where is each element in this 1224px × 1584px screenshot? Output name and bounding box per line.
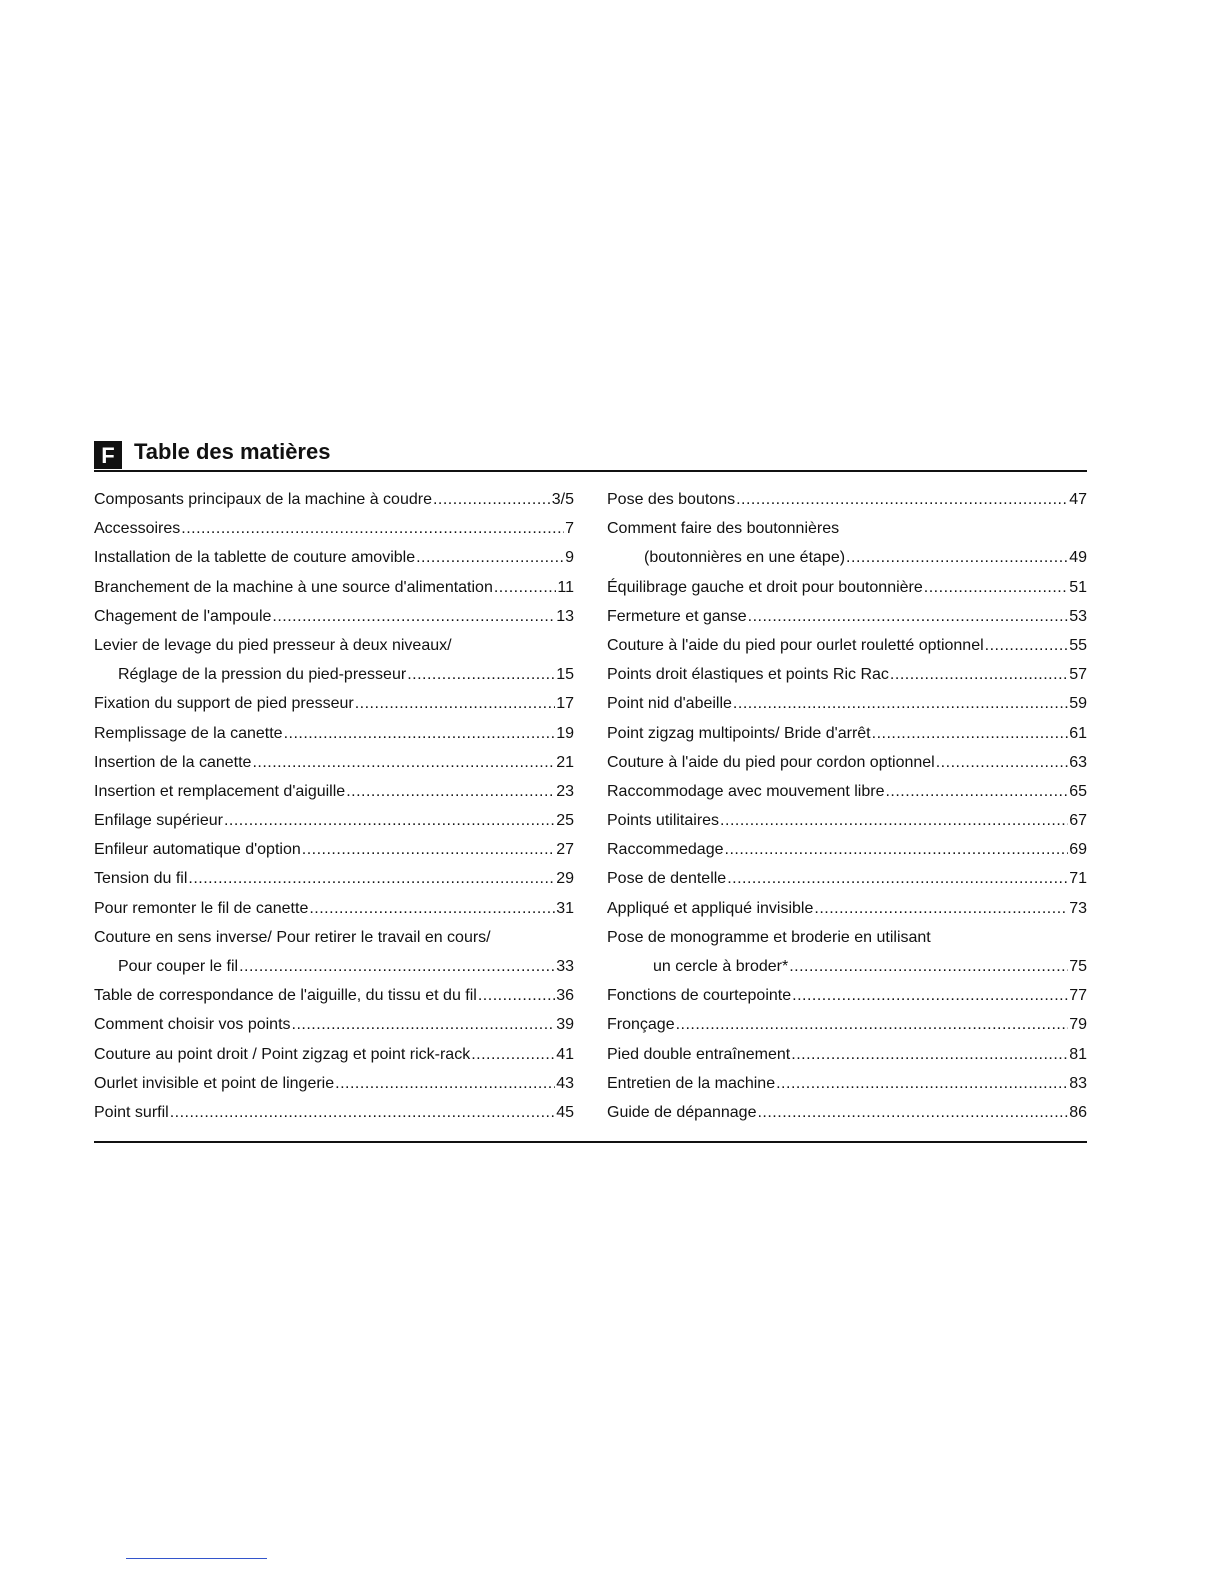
toc-column-right (607, 489, 1087, 1131)
toc-entry[interactable] (94, 489, 574, 518)
toc-page-number: 31 (556, 899, 574, 917)
toc-leader-dots (284, 723, 556, 745)
toc-page-number: 11 (557, 578, 574, 596)
toc-entry-title: Pied double entraînement (607, 1045, 791, 1063)
toc-entry[interactable] (94, 664, 574, 693)
toc-leader-dots (814, 898, 1068, 920)
toc-entry-title: Chagement de l'ampoule (94, 607, 272, 625)
toc-entry-title: Fronçage (607, 1016, 675, 1034)
toc-page-number: 23 (556, 782, 574, 800)
toc-entry-title: Accessoires (94, 520, 181, 538)
toc-entry[interactable] (607, 752, 1087, 781)
toc-entry[interactable] (607, 985, 1087, 1014)
toc-page-number: 39 (556, 1016, 574, 1034)
toc-leader-dots (252, 752, 555, 774)
toc-leader-dots (407, 664, 555, 686)
toc-entry-title: Raccommodage avec mouvement libre (607, 782, 885, 800)
toc-leader-dots (736, 489, 1068, 511)
toc-entry-title: Installation de la tablette de couture amovible (94, 549, 416, 567)
toc-entry[interactable] (607, 868, 1087, 897)
toc-entry-title: Remplissage de la canette (94, 724, 283, 742)
toc-entry[interactable] (94, 547, 574, 576)
page-title: Table des matières (134, 439, 331, 464)
toc-entry[interactable] (607, 956, 1087, 985)
toc-entry[interactable] (94, 781, 574, 810)
toc-leader-dots (478, 985, 555, 1007)
toc-entry[interactable] (607, 693, 1087, 722)
toc-entry[interactable] (607, 781, 1087, 810)
toc-leader-dots (292, 1014, 556, 1036)
toc-leader-dots (346, 781, 555, 803)
bottom-rule (126, 1558, 267, 1559)
toc-leader-dots (757, 1102, 1068, 1124)
toc-leader-dots (985, 635, 1069, 657)
toc-entry-title: Pour couper le fil (118, 958, 239, 975)
toc-page-number: 29 (556, 870, 574, 888)
toc-entry[interactable] (607, 839, 1087, 868)
toc-entry-title: Branchement de la machine à une source d'alimentation (94, 578, 493, 596)
toc-entry-title: Pour remonter le fil de canette (94, 899, 309, 917)
toc-page-number: 9 (565, 549, 574, 567)
toc-entry-title: Ourlet invisible et point de lingerie (94, 1074, 335, 1092)
toc-page-number: 61 (1069, 724, 1087, 742)
toc-leader-dots (872, 723, 1069, 745)
toc-page-number: 86 (1069, 1103, 1087, 1121)
table-of-contents (94, 436, 1087, 1143)
toc-leader-dots (302, 839, 555, 861)
toc-entry-title: Comment faire des boutonnières (607, 520, 840, 538)
toc-leader-dots (789, 956, 1068, 978)
toc-page-number: 45 (556, 1103, 574, 1121)
toc-entry-title: Point zigzag multipoints/ Bride d'arrêt (607, 724, 871, 742)
toc-entry-title: Pose de dentelle (607, 870, 727, 888)
toc-page-number: 36 (556, 987, 574, 1005)
toc-entry[interactable] (607, 635, 1087, 664)
toc-entry-title: Points utilitaires (607, 812, 720, 830)
toc-column-left (94, 489, 574, 1131)
toc-entry[interactable] (94, 1014, 574, 1043)
toc-leader-dots (416, 547, 564, 569)
toc-page-number: 75 (1069, 958, 1087, 975)
toc-entry[interactable] (94, 839, 574, 868)
toc-leader-dots (890, 664, 1068, 686)
toc-entry-title: Équilibrage gauche et droit pour boutonnière (607, 578, 923, 596)
toc-entry[interactable] (607, 547, 1087, 576)
toc-header (94, 436, 1087, 472)
toc-page-number: 65 (1069, 782, 1087, 800)
language-badge: F (94, 441, 122, 469)
toc-page-number: 17 (556, 695, 574, 713)
toc-page-number: 81 (1069, 1045, 1087, 1063)
toc-page-number: 51 (1069, 578, 1087, 596)
toc-leader-dots (181, 518, 564, 540)
toc-page-number: 47 (1069, 491, 1087, 508)
toc-entry-title: Point surfil (94, 1103, 169, 1121)
toc-entry[interactable] (607, 898, 1087, 927)
toc-entry[interactable] (94, 635, 574, 664)
toc-leader-dots (494, 577, 557, 599)
toc-page-number: 59 (1069, 695, 1087, 713)
toc-leader-dots (239, 956, 555, 978)
toc-leader-dots (748, 606, 1069, 628)
toc-page-number: 33 (556, 958, 574, 975)
toc-entry-title: Couture à l'aide du pied pour cordon optionnel (607, 753, 935, 771)
toc-page-number: 41 (556, 1045, 574, 1063)
toc-leader-dots (355, 693, 555, 715)
toc-page-number: 79 (1069, 1016, 1087, 1034)
toc-entry[interactable] (94, 927, 574, 956)
toc-entry-title: Couture à l'aide du pied pour ourlet rouletté optionnel (607, 636, 984, 654)
toc-entry[interactable] (607, 1073, 1087, 1102)
toc-entry[interactable] (607, 810, 1087, 839)
toc-leader-dots (335, 1073, 555, 1095)
toc-entry-title: Levier de levage du pied presseur à deux niveaux/ (94, 636, 452, 654)
toc-page-number: 63 (1069, 753, 1087, 771)
toc-entry-title: Réglage de la pression du pied-presseur (118, 666, 407, 684)
toc-entry[interactable] (94, 868, 574, 897)
toc-entry-title: Entretien de la machine (607, 1074, 776, 1092)
toc-entry[interactable] (94, 1102, 574, 1131)
toc-entry-title: Insertion de la canette (94, 753, 252, 771)
toc-entry-title: un cercle à broder* (653, 958, 789, 975)
toc-leader-dots (309, 898, 555, 920)
toc-entry[interactable] (94, 956, 574, 985)
toc-entry-title: Appliqué et appliqué invisible (607, 899, 814, 917)
toc-page-number: 69 (1069, 841, 1087, 859)
toc-leader-dots (676, 1014, 1069, 1036)
toc-entry[interactable] (94, 985, 574, 1014)
toc-entry-title: Pose de monogramme et broderie en utilisant (607, 928, 931, 946)
toc-page-number: 21 (556, 753, 574, 771)
toc-entry-title: Insertion et remplacement d'aiguille (94, 782, 346, 800)
toc-entry-title: Enfileur automatique d'option (94, 841, 301, 859)
toc-leader-dots (846, 547, 1068, 569)
toc-entry-title: Couture en sens inverse/ Pour retirer le travail en cours/ (94, 928, 491, 946)
toc-entry[interactable] (607, 577, 1087, 606)
toc-leader-dots (188, 868, 555, 890)
toc-page-number: 83 (1069, 1074, 1087, 1092)
toc-leader-dots (272, 606, 555, 628)
toc-leader-dots (791, 1044, 1068, 1066)
toc-entry-title: (boutonnières en une étape) (644, 549, 846, 567)
toc-leader-dots (170, 1102, 556, 1124)
toc-entry-title: Raccommedage (607, 841, 724, 859)
toc-entry-title: Pose des boutons (607, 491, 736, 508)
toc-page-number: 53 (1069, 607, 1087, 625)
toc-entry[interactable] (94, 693, 574, 722)
toc-entry[interactable] (607, 664, 1087, 693)
toc-entry-title: Table de correspondance de l'aiguille, du tissu et du fil (94, 987, 477, 1005)
toc-entry-title: Tension du fil (94, 870, 188, 888)
toc-leader-dots (885, 781, 1068, 803)
toc-entry[interactable] (94, 606, 574, 635)
toc-leader-dots (471, 1044, 555, 1066)
toc-leader-dots (720, 810, 1068, 832)
toc-page-number: 15 (556, 666, 574, 684)
toc-entry[interactable] (94, 1044, 574, 1073)
toc-page-number: 55 (1069, 636, 1087, 654)
toc-page-number: 77 (1069, 987, 1087, 1005)
toc-entry[interactable] (607, 927, 1087, 956)
toc-leader-dots (776, 1073, 1068, 1095)
toc-page-number: 43 (556, 1074, 574, 1092)
toc-entry-title: Couture au point droit / Point zigzag et point rick-rack (94, 1045, 471, 1063)
toc-entry[interactable] (94, 898, 574, 927)
toc-leader-dots (792, 985, 1068, 1007)
toc-leader-dots (727, 868, 1068, 890)
toc-page-number: 71 (1069, 870, 1087, 888)
toc-entry-title: Points droit élastiques et points Ric Rac (607, 666, 889, 684)
toc-entry[interactable] (94, 518, 574, 547)
toc-entry-title: Fonctions de courtepointe (607, 987, 792, 1005)
toc-entry[interactable] (607, 518, 1087, 547)
toc-entry[interactable] (94, 723, 574, 752)
toc-entry-title: Comment choisir vos points (94, 1016, 291, 1034)
toc-leader-dots (924, 577, 1068, 599)
toc-page-number: 57 (1069, 666, 1087, 684)
toc-page-number: 7 (565, 520, 574, 538)
toc-entry-title: Fixation du support de pied presseur (94, 695, 354, 713)
toc-entry[interactable] (607, 723, 1087, 752)
toc-entry-title: Fermeture et ganse (607, 607, 747, 625)
toc-leader-dots (433, 489, 551, 511)
toc-entry-title: Guide de dépannage (607, 1103, 757, 1121)
toc-entry[interactable] (94, 1073, 574, 1102)
toc-leader-dots (224, 810, 555, 832)
toc-entry[interactable] (607, 1102, 1087, 1131)
toc-page-number: 25 (556, 812, 574, 830)
toc-page-number: 49 (1069, 549, 1087, 567)
toc-leader-dots (936, 752, 1068, 774)
toc-entry-title: Composants principaux de la machine à coudre (94, 491, 432, 508)
toc-entry[interactable] (94, 752, 574, 781)
toc-entry[interactable] (94, 810, 574, 839)
toc-page-number: 27 (556, 841, 574, 859)
toc-leader-dots (733, 693, 1068, 715)
toc-entry-title: Enfilage supérieur (94, 812, 223, 830)
toc-entry-title: Point nid d'abeille (607, 695, 732, 713)
toc-page-number: 73 (1069, 899, 1087, 917)
toc-body (94, 472, 1087, 1143)
toc-page-number: 3/5 (551, 491, 574, 508)
toc-leader-dots (725, 839, 1069, 861)
toc-entry[interactable] (94, 577, 574, 606)
toc-entry[interactable] (607, 489, 1087, 518)
toc-entry[interactable] (607, 606, 1087, 635)
toc-entry[interactable] (607, 1044, 1087, 1073)
toc-page-number: 19 (556, 724, 574, 742)
toc-page-number: 67 (1069, 812, 1087, 830)
toc-entry[interactable] (607, 1014, 1087, 1043)
toc-page-number: 13 (556, 607, 574, 625)
